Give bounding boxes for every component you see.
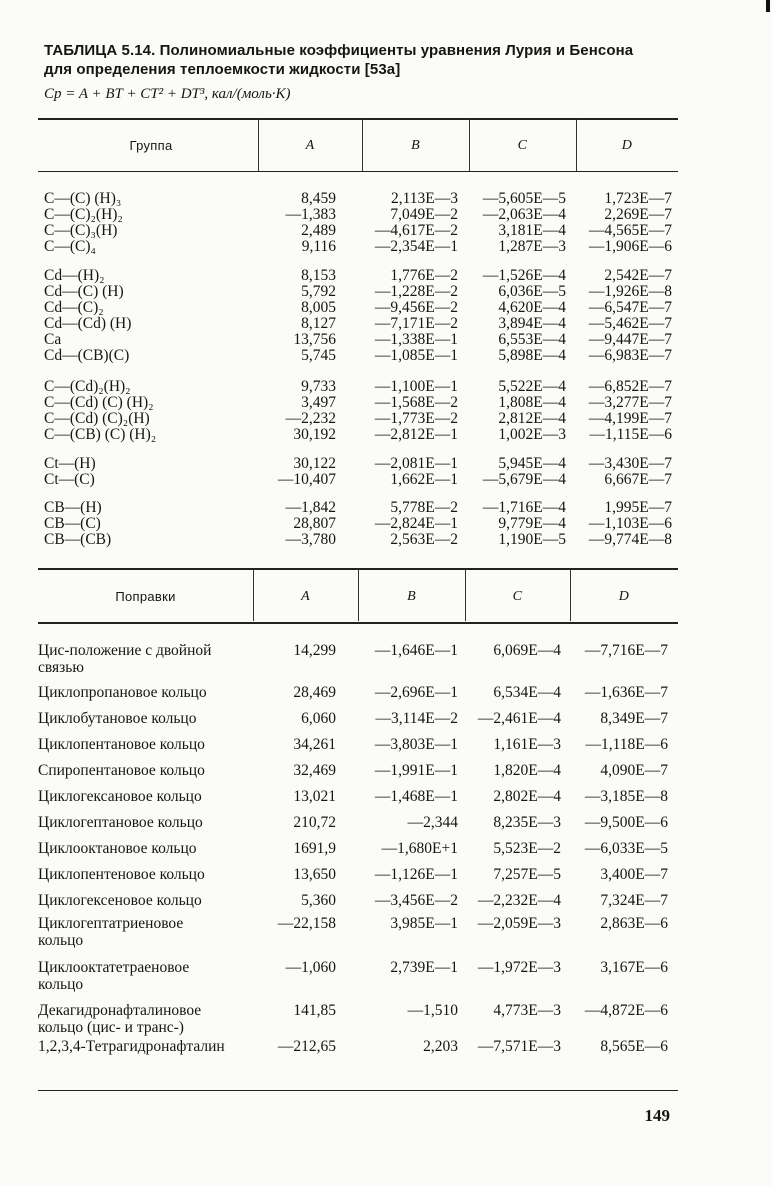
value-a: 8,153 (301, 267, 336, 284)
value-a: —22,158 (277, 915, 336, 932)
value-d: —5,462E—7 (588, 315, 672, 332)
group-name: CB—(H) (44, 499, 102, 516)
table-row (0, 300, 772, 316)
value-b: —1,228E—2 (374, 283, 458, 300)
value-c: 5,945E—4 (498, 455, 566, 472)
value-d: —1,926E—8 (588, 283, 672, 300)
value-d: 2,863E—6 (600, 915, 668, 932)
value-c: 8,235E—3 (493, 814, 561, 831)
value-b: —1,568E—2 (374, 394, 458, 411)
value-c: 5,522E—4 (498, 378, 566, 395)
group-name: CB—(CB) (44, 531, 112, 548)
table-row (0, 472, 772, 488)
value-b: —2,344 (407, 814, 458, 831)
value-d: —1,115E—6 (589, 426, 672, 443)
group-name: C—(C)₃(H) (44, 222, 118, 239)
value-c: 3,894E—4 (498, 315, 566, 332)
value-d: 8,349E—7 (600, 710, 668, 727)
value-a: 5,745 (301, 347, 336, 364)
value-c: 6,069E—4 (493, 642, 561, 659)
value-c: 4,773E—3 (493, 1002, 561, 1019)
value-b: 2,113E—3 (390, 190, 458, 207)
col-header-c: C (512, 589, 523, 604)
value-b: 1,662E—1 (390, 471, 458, 488)
value-d: —9,500E—6 (584, 814, 668, 831)
correction-name: Циклогептатриеновое кольцо (38, 915, 184, 949)
table-row (0, 268, 772, 284)
value-c: —5,679E—4 (482, 471, 566, 488)
value-a: 1691,9 (293, 840, 336, 857)
value-d: —6,983E—7 (588, 347, 672, 364)
page-number: 149 (644, 1106, 670, 1125)
top-rule (38, 118, 678, 120)
value-b: 7,049E—2 (390, 206, 458, 223)
value-d: 4,090E—7 (600, 762, 668, 779)
value-b: —2,824E—1 (374, 515, 458, 532)
group-name: C—(Cd) (C) (H)₂ (44, 394, 154, 411)
value-c: 1,002E—3 (498, 426, 566, 443)
value-a: —2,232 (285, 410, 336, 427)
value-b: —1,468E—1 (374, 788, 458, 805)
value-c: 1,287E—3 (498, 238, 566, 255)
value-b: —4,617E—2 (374, 222, 458, 239)
value-d: —9,774E—8 (588, 531, 672, 548)
value-a: 8,005 (301, 299, 336, 316)
header-rule (38, 622, 678, 624)
value-b: —1,680E+1 (381, 840, 458, 857)
value-d: —1,906E—6 (588, 238, 672, 255)
value-a: 28,807 (293, 515, 336, 532)
table-row (0, 191, 772, 207)
value-d: —1,103E—6 (588, 515, 672, 532)
correction-name: Циклогептановое кольцо (38, 814, 203, 831)
group-name: Ca (44, 331, 62, 348)
value-d: 3,167E—6 (600, 959, 668, 976)
value-c: 1,820E—4 (493, 762, 561, 779)
value-a: 5,792 (301, 283, 336, 300)
value-c: 2,812E—4 (498, 410, 566, 427)
value-d: —3,185E—8 (584, 788, 668, 805)
table-row (0, 500, 772, 516)
value-b: 2,739E—1 (390, 959, 458, 976)
group-name: Cd—(Cd) (H) (44, 315, 132, 332)
value-d: 6,667E—7 (604, 471, 672, 488)
correction-name: Циклооктатетраеновое кольцо (38, 959, 190, 993)
value-d: 1,995E—7 (604, 499, 672, 516)
value-c: —2,461E—4 (477, 710, 561, 727)
value-c: —1,716E—4 (482, 499, 566, 516)
value-a: 28,469 (293, 684, 336, 701)
value-a: —10,407 (277, 471, 336, 488)
value-c: 4,620E—4 (498, 299, 566, 316)
correction-name: Циклогексановое кольцо (38, 788, 202, 805)
correction-name: Цис-положение с двойной связью (38, 642, 212, 676)
value-b: —1,085E—1 (374, 347, 458, 364)
group-name: CB—(C) (44, 515, 101, 532)
value-b: 2,203 (423, 1038, 458, 1055)
group-name: Ct—(C) (44, 471, 95, 488)
col-header-a: A (301, 589, 310, 604)
value-c: —7,571E—3 (477, 1038, 561, 1055)
value-c: —2,059E—3 (477, 915, 561, 932)
value-a: 6,060 (301, 710, 336, 727)
value-c: 2,802E—4 (493, 788, 561, 805)
table-title: ТАБЛИЦА 5.14. Полиномиальные коэффициенты уравнения Лурия и Бенсона для определения теплоемкости жидкости [53а] (44, 42, 634, 78)
value-a: 5,360 (301, 892, 336, 909)
correction-name: Циклопентеновое кольцо (38, 866, 205, 883)
value-c: —1,526E—4 (482, 267, 566, 284)
value-a: 30,122 (293, 455, 336, 472)
group-name: C—(Cd) (C)₂(H) (44, 410, 150, 427)
value-a: 2,489 (301, 222, 336, 239)
value-a: 9,733 (301, 378, 336, 395)
value-a: 32,469 (293, 762, 336, 779)
correction-name: 1,2,3,4-Тетрагидронафталин (38, 1038, 225, 1055)
group-name: C—(Cd)₂(H)₂ (44, 378, 131, 395)
value-c: 9,779E—4 (498, 515, 566, 532)
value-d: 2,542E—7 (604, 267, 672, 284)
value-d: 7,324E—7 (600, 892, 668, 909)
table-row (0, 427, 772, 443)
value-b: —1,510 (407, 1002, 458, 1019)
value-b: —1,126E—1 (374, 866, 458, 883)
value-c: 1,161E—3 (493, 736, 561, 753)
group-name: C—(CB) (C) (H)₂ (44, 426, 157, 443)
corrections-header: Поправки (115, 589, 176, 604)
value-a: —1,842 (285, 499, 336, 516)
value-a: 13,650 (293, 866, 336, 883)
value-a: 30,192 (293, 426, 336, 443)
table-row (0, 223, 772, 239)
value-b: —9,456E—2 (374, 299, 458, 316)
group-name: Cd—(C) (H) (44, 283, 124, 300)
col-header-a: A (305, 138, 315, 153)
value-a: 13,021 (293, 788, 336, 805)
table-row (0, 379, 772, 395)
value-d: 1,723E—7 (604, 190, 672, 207)
value-c: 6,036E—5 (498, 283, 566, 300)
value-a: 141,85 (293, 1002, 336, 1019)
value-a: —3,780 (285, 531, 336, 548)
value-b: —1,773E—2 (374, 410, 458, 427)
group-block (0, 268, 772, 364)
value-b: —1,991E—1 (374, 762, 458, 779)
value-d: 3,400E—7 (600, 866, 668, 883)
group-block (0, 500, 772, 548)
value-d: —6,547E—7 (588, 299, 672, 316)
value-a: 8,127 (301, 315, 336, 332)
edge-mark (766, 0, 770, 12)
value-d: —4,565E—7 (588, 222, 672, 239)
table-row (0, 348, 772, 364)
col-header-d: D (618, 589, 630, 604)
correction-name: Спиропентановое кольцо (38, 762, 205, 779)
header-rule (38, 171, 678, 172)
correction-name: Циклопентановое кольцо (38, 736, 205, 753)
col-header-b: B (407, 589, 416, 604)
value-a: 9,116 (301, 238, 336, 255)
value-a: 34,261 (293, 736, 336, 753)
group-block (0, 456, 772, 488)
group-block (0, 191, 772, 255)
table-row (0, 516, 772, 532)
value-a: 8,459 (301, 190, 336, 207)
group-name: C—(C) (H)₃ (44, 190, 122, 207)
value-b: —2,354E—1 (374, 238, 458, 255)
value-d: —9,447E—7 (588, 331, 672, 348)
table-row (0, 395, 772, 411)
value-d: —6,033E—5 (584, 840, 668, 857)
value-a: —212,65 (277, 1038, 336, 1055)
value-c: 6,553E—4 (498, 331, 566, 348)
table-row (0, 411, 772, 427)
group-name: C—(C)₂(H)₂ (44, 206, 123, 223)
correction-name: Циклопропановое кольцо (38, 684, 207, 701)
value-b: —1,338E—1 (374, 331, 458, 348)
table-row (0, 207, 772, 223)
value-a: 3,497 (301, 394, 336, 411)
table-row (0, 532, 772, 548)
value-c: 6,534E—4 (493, 684, 561, 701)
value-b: —3,456E—2 (374, 892, 458, 909)
value-b: —2,812E—1 (374, 426, 458, 443)
value-c: —1,972E—3 (477, 959, 561, 976)
group-name: Cd—(H)₂ (44, 267, 105, 284)
value-b: —1,646E—1 (374, 642, 458, 659)
group-name: C—(C)₄ (44, 238, 96, 255)
correction-name: Циклобутановое кольцо (38, 710, 197, 727)
value-a: 14,299 (293, 642, 336, 659)
table-row (0, 284, 772, 300)
value-b: —2,696E—1 (374, 684, 458, 701)
value-d: 2,269E—7 (604, 206, 672, 223)
value-d: —1,118E—6 (585, 736, 668, 753)
correction-name: Циклогексеновое кольцо (38, 892, 202, 909)
value-d: —3,277E—7 (588, 394, 672, 411)
table-row (0, 332, 772, 348)
value-c: —5,605E—5 (482, 190, 566, 207)
value-a: —1,060 (285, 959, 336, 976)
value-d: —1,636E—7 (584, 684, 668, 701)
group-header: Группа (129, 138, 173, 153)
formula: Cp = A + BT + CT² + DT³, кал/(моль·К) (44, 86, 291, 102)
value-b: —3,114E—2 (375, 710, 458, 727)
group-name: Ct—(H) (44, 455, 96, 472)
value-a: 13,756 (293, 331, 336, 348)
col-header-b: B (411, 138, 420, 153)
col-header-c: C (517, 138, 528, 153)
table-row (0, 316, 772, 332)
value-c: —2,063E—4 (482, 206, 566, 223)
value-b: —3,803E—1 (374, 736, 458, 753)
value-b: 3,985E—1 (390, 915, 458, 932)
value-b: 2,563E—2 (390, 531, 458, 548)
col-header-d: D (621, 138, 633, 153)
group-block (0, 379, 772, 443)
correction-name: Циклооктановое кольцо (38, 840, 197, 857)
table-row (0, 456, 772, 472)
bottom-rule (38, 1090, 678, 1091)
value-a: —1,383 (285, 206, 336, 223)
value-d: —7,716E—7 (584, 642, 668, 659)
value-b: —2,081E—1 (374, 455, 458, 472)
group-name: Cd—(CB)(C) (44, 347, 130, 364)
value-c: 7,257E—5 (493, 866, 561, 883)
group-name: Cd—(C)₂ (44, 299, 104, 316)
value-d: 8,565E—6 (600, 1038, 668, 1055)
value-a: 210,72 (293, 814, 336, 831)
value-b: 1,776E—2 (390, 267, 458, 284)
value-c: 3,181E—4 (498, 222, 566, 239)
value-c: 5,898E—4 (498, 347, 566, 364)
value-c: 5,523E—2 (493, 840, 561, 857)
value-d: —4,199E—7 (588, 410, 672, 427)
value-c: 1,190E—5 (498, 531, 566, 548)
value-c: 1,808E—4 (498, 394, 566, 411)
value-d: —6,852E—7 (588, 378, 672, 395)
value-b: —1,100E—1 (374, 378, 458, 395)
value-b: 5,778E—2 (390, 499, 458, 516)
correction-name: Декагидронафталиновое кольцо (цис- и транс-) (38, 1002, 202, 1036)
value-b: —7,171E—2 (374, 315, 458, 332)
table-row (0, 239, 772, 255)
value-d: —4,872E—6 (584, 1002, 668, 1019)
value-d: —3,430E—7 (588, 455, 672, 472)
value-c: —2,232E—4 (477, 892, 561, 909)
